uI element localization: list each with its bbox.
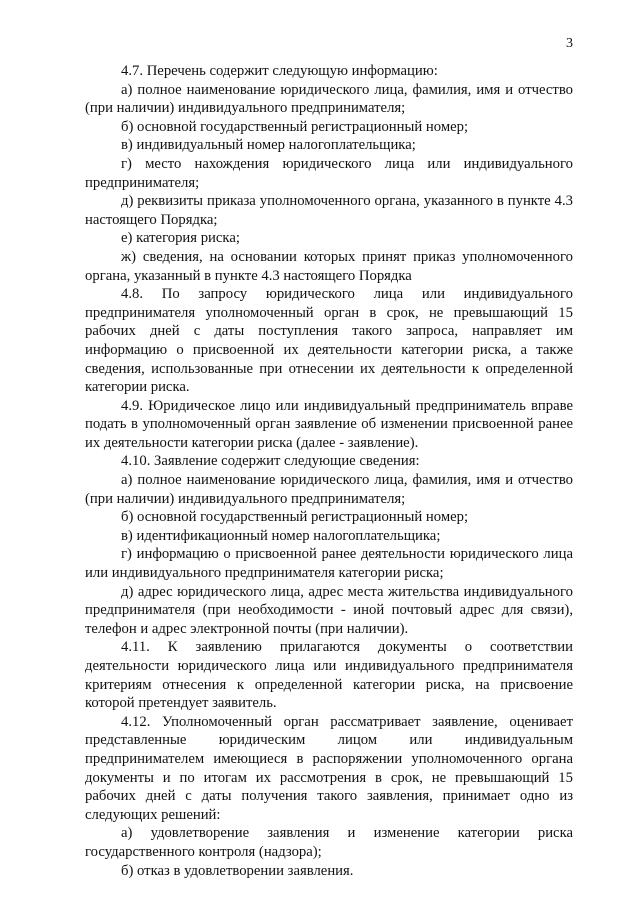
list-item-v: в) индивидуальный номер налогоплательщика; <box>121 137 416 154</box>
paragraph-4-12: 4.12. Уполномоченный орган рассматривает заявление, оценивает представленные юридическим лицом или индивидуальным предпринимателем имеющиеся в распоряжении уполномоченного органа документы и по итогам их рассмотрения в срок, не превышающий 15 рабочих дней с даты получения такого заявления, принимает одно из следующих решений: <box>85 713 573 823</box>
paragraph-4-7: 4.7. Перечень содержит следующую информацию: <box>121 63 438 79</box>
paragraph-4-9: 4.9. Юридическое лицо или индивидуальный предприниматель вправе подать в уполномоченный орган заявление об изменении присвоенной ранее их деятельности категории риска (далее - заявление). <box>85 397 573 451</box>
list-item-d: д) реквизиты приказа уполномоченного органа, указанного в пункте 4.3 настоящего Порядка; <box>85 193 573 228</box>
page-number: 3 <box>566 36 573 51</box>
paragraph-4-10: 4.10. Заявление содержит следующие сведения: <box>121 453 420 470</box>
list-item-g: г) место нахождения юридического лица или индивидуального предпринимателя; <box>85 155 573 191</box>
list-item-b: б) основной государственный регистрационный номер; <box>121 509 469 526</box>
paragraph-4-11: 4.11. К заявлению прилагаются документы о соответствии деятельности юридического лица или индивидуального предпринимателя критериям отнесения к определенной категории риска, на присвоение которой претендует заявитель. <box>85 639 573 712</box>
list-item-d: д) адрес юридического лица, адрес места жительства индивидуального предпринимателя (при необходимости - иной почтовый адрес для связи), телефон и адрес электронной почты (при наличии). <box>85 583 573 637</box>
list-item-a: а) полное наименование юридического лица, фамилия, имя и отчество (при наличии) индивидуального предпринимателя; <box>85 472 573 507</box>
list-item-zh: ж) сведения, на основании которых принят приказ уполномоченного органа, указанный в пункте 4.3 настоящего Порядка <box>85 248 573 284</box>
list-item-g: г) информацию о присвоенной ранее деятельности юридического лица или индивидуального предпринимателя категории риска; <box>85 546 573 582</box>
list-item-b: б) основной государственный регистрационный номер; <box>121 118 469 135</box>
list-item-b: б) отказ в удовлетворении заявления. <box>121 862 354 879</box>
list-item-a: а) удовлетворение заявления и изменение категории риска государственного контроля (надзора); <box>85 825 573 860</box>
list-item-a: а) полное наименование юридического лица, фамилия, имя и отчество (при наличии) индивидуального предпринимателя; <box>85 81 573 117</box>
list-item-v: в) идентификационный номер налогоплательщика; <box>121 527 441 544</box>
list-item-e: е) категория риска; <box>121 230 240 247</box>
document-body <box>85 62 573 880</box>
paragraph-4-8: 4.8. По запросу юридического лица или индивидуального предпринимателя уполномоченный орган в срок, не превышающий 15 рабочих дней с даты поступления такого запроса, направляет им информацию о присвоенной их деятельности категории риска, а также сведения, использованные при отнесении их деятельности к определенной категории риска. <box>85 286 573 396</box>
